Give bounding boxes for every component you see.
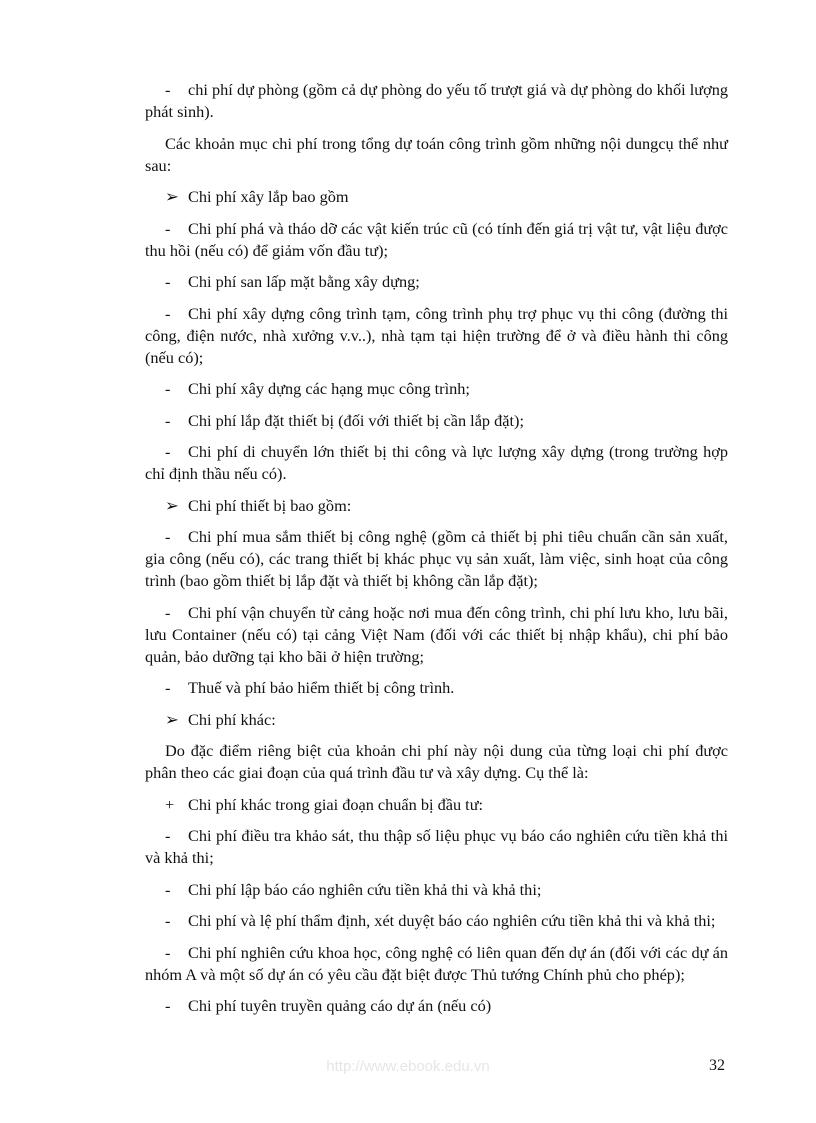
paragraph-text: Chi phí lập báo cáo nghiên cứu tiền khả thi và khả thi;	[188, 879, 542, 899]
paragraph-text: chi phí dự phòng (gồm cả dự phòng do yếu tố trượt giá và dự phòng do khối lượng phát sinh).	[145, 80, 728, 121]
paragraph	[145, 133, 728, 177]
list-item	[145, 495, 728, 517]
paragraph	[145, 740, 728, 784]
list-item	[145, 218, 728, 262]
paragraph-text: Chi phí xây dựng các hạng mục công trình;	[188, 379, 470, 398]
bullet-marker: -	[165, 678, 171, 697]
paragraph-text: Chi phí san lấp mặt bằng xây dựng;	[188, 272, 420, 291]
paragraph-text: Do đặc điểm riêng biệt của khoản chi phí này nội dung của từng loại chi phí được phân theo các giai đoạn của quá trình đầu tư và xây dựng. Cụ thể là:	[145, 741, 728, 782]
footer-watermark-url: http://www.ebook.edu.vn	[326, 1058, 490, 1075]
bullet-marker: -	[165, 272, 171, 291]
paragraph-text: Chi phí lắp đặt thiết bị (đối với thiết bị cần lắp đặt);	[188, 410, 524, 430]
list-item	[145, 303, 728, 369]
paragraph-text: Chi phí xây lắp bao gồm	[188, 187, 349, 206]
bullet-marker: -	[165, 527, 171, 546]
arrow-bullet-icon: ➢	[165, 495, 179, 515]
bullet-marker: -	[165, 442, 171, 461]
paragraph-text: Chi phí mua sắm thiết bị công nghệ (gồm cả thiết bị phi tiêu chuẩn cần sản xuất, gia công (nếu có), các trang thiết bị khác phục vụ sản xuất, làm việc, sinh hoạt của công trình (bao gồm thiết bị lắp đặt và thiết bị không cần lắp đặt);	[145, 527, 728, 590]
bullet-marker: -	[165, 303, 171, 323]
list-item	[145, 879, 728, 901]
bullet-marker: -	[165, 602, 171, 622]
paragraph-text: Chi phí tuyên truyền quảng cáo dự án (nếu có)	[188, 996, 492, 1015]
list-item	[145, 794, 728, 816]
list-item	[145, 526, 728, 592]
list-item	[145, 271, 728, 293]
bullet-marker: +	[165, 794, 175, 814]
list-item	[145, 410, 728, 432]
paragraph-text: Chi phí khác trong giai đoạn chuẩn bị đầu tư:	[188, 794, 484, 814]
bullet-marker: -	[165, 410, 171, 430]
list-item	[145, 677, 728, 699]
bullet-marker: -	[165, 379, 171, 398]
paragraph-text: Chi phí phá và tháo dỡ các vật kiến trúc cũ (có tính đến giá trị vật tư, vật liệu được thu hồi (nếu có) để giảm vốn đầu tư);	[145, 218, 728, 260]
paragraph-text: Chi phí điều tra khảo sát, thu thập số liệu phục vụ báo cáo nghiên cứu tiền khả thi và khả thi;	[145, 826, 728, 867]
list-item	[145, 602, 728, 668]
paragraph-text: Các khoản mục chi phí trong tổng dự toán công trình gồm những nội dungcụ thể như sau:	[145, 133, 728, 175]
list-item	[145, 79, 728, 123]
bullet-marker: -	[165, 911, 171, 930]
list-item	[145, 942, 728, 986]
bullet-marker: -	[165, 879, 171, 899]
list-item	[145, 825, 728, 869]
list-item	[145, 186, 728, 208]
paragraph-text: Chi phí vận chuyển từ cảng hoặc nơi mua đến công trình, chi phí lưu kho, lưu bãi, lưu Container (nếu có) tại cảng Việt Nam (đối với các thiết bị nhập khẩu), chi phí bảo quản, bảo dưỡng tại kho bãi ở hiện trường;	[145, 602, 728, 666]
document-body	[145, 79, 728, 1027]
bullet-marker: -	[165, 942, 171, 962]
bullet-marker: -	[165, 218, 171, 238]
paragraph-text: Chi phí nghiên cứu khoa học, công nghệ có liên quan đến dự án (đối với các dự án nhóm A và một số dự án có yêu cầu đặt biệt được Thủ tướng Chính phủ cho phép);	[145, 942, 728, 984]
paragraph-text: Chi phí và lệ phí thẩm định, xét duyệt báo cáo nghiên cứu tiền khả thi và khả thi;	[188, 911, 716, 930]
paragraph-text: Chi phí thiết bị bao gồm:	[188, 495, 352, 515]
bullet-marker: -	[165, 80, 171, 99]
bullet-marker: -	[165, 996, 171, 1015]
arrow-bullet-icon: ➢	[165, 187, 179, 206]
paragraph-text: Chi phí xây dựng công trình tạm, công trình phụ trợ phục vụ thi công (đường thi công, điện nước, nhà xưởng v.v..), nhà tạm tại hiện trường để ở và điều hành thi công (nếu có);	[145, 303, 728, 367]
list-item	[145, 378, 728, 400]
paragraph-text: Thuế và phí bảo hiểm thiết bị công trình.	[188, 678, 455, 697]
list-item	[145, 441, 728, 485]
paragraph-text: Chi phí di chuyển lớn thiết bị thi công và lực lượng xây dựng (trong trường hợp chỉ định thầu nếu có).	[145, 442, 728, 483]
page-number: 32	[709, 1057, 725, 1074]
list-item	[145, 910, 728, 932]
list-item	[145, 709, 728, 731]
bullet-marker: -	[165, 826, 171, 845]
list-item	[145, 995, 728, 1017]
paragraph-text: Chi phí khác:	[188, 709, 276, 729]
arrow-bullet-icon: ➢	[165, 709, 179, 729]
